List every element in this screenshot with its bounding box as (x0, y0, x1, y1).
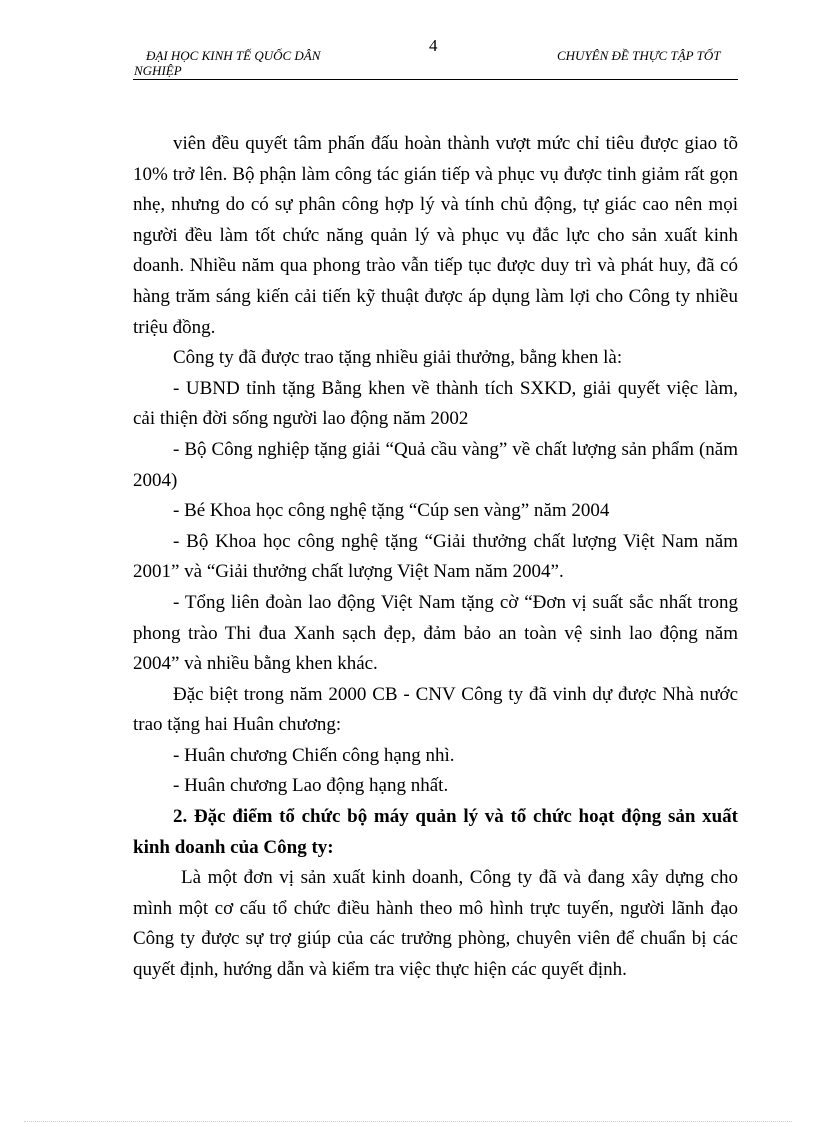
list-item: - UBND tỉnh tặng Bằng khen về thành tích SXKD, giải quyết việc làm, cải thiện đời sống người lao động năm 2002 (133, 377, 738, 430)
paragraph: viên đều quyết tâm phấn đấu hoàn thành vượt mức chỉ tiêu được giao tõ 10% trở lên. Bộ phận làm công tác gián tiếp và phục vụ được tinh giảm rất gọn nhẹ, nhưng do có sự phân công hợp lý và tính chủ động, tự giác cao nên mọi người đều làm tốt chức năng quản lý và phục vụ đắc lực cho sản xuất kinh doanh. Nhiều năm qua phong trào vẫn tiếp tục được duy trì và phát huy, đã có hàng trăm sáng kiến cải tiến kỹ thuật được áp dụng làm lợi cho Công ty nhiều triệu đồng. (133, 133, 738, 338)
header-university-line2: NGHIỆP (134, 63, 182, 78)
header-document-title: CHUYÊN ĐỀ THỰC TẬP TỐT (557, 48, 721, 63)
footer-divider (24, 1121, 792, 1122)
header-university-line1: ĐẠI HỌC KINH TẾ QUỐC DÂN (146, 48, 321, 63)
list-item: - Bộ Khoa học công nghệ tặng “Giải thưởng chất lượng Việt Nam năm 2001” và “Giải thưởng chất lượng Việt Nam năm 2004”. (133, 530, 738, 583)
list-item: - Tổng liên đoàn lao động Việt Nam tặng cờ “Đơn vị suất sắc nhất trong phong trào Thi đua Xanh sạch đẹp, đảm bảo an toàn vệ sinh lao động năm 2004” và nhiều bằng khen khác. (133, 591, 738, 675)
list-item: - Huân chương Chiến công hạng nhì. (173, 744, 455, 766)
paragraph: Công ty đã được trao tặng nhiều giải thưởng, bằng khen là: (173, 347, 623, 369)
list-item: - Huân chương Lao động hạng nhất. (173, 775, 449, 797)
section-heading: 2. Đặc điểm tổ chức bộ máy quản lý và tổ chức hoạt động sản xuất kinh doanh của Công ty: (133, 806, 738, 858)
list-item: - Bộ Công nghiệp tặng giải “Quả cầu vàng” về chất lượng sản phẩm (năm 2004) (133, 438, 738, 491)
page-number: 4 (429, 36, 438, 55)
document-body (133, 129, 738, 986)
paragraph: Đặc biệt trong năm 2000 CB - CNV Công ty đã vinh dự được Nhà nước trao tặng hai Huân chương: (133, 683, 738, 736)
header-university (134, 48, 321, 78)
header-divider (133, 79, 738, 80)
list-item: - Bé Khoa học công nghệ tặng “Cúp sen vàng” năm 2004 (173, 500, 610, 522)
paragraph: Là một đơn vị sản xuất kinh doanh, Công ty đã và đang xây dựng cho mình một cơ cấu tổ chức điều hành theo mô hình trực tuyến, người lãnh đạo Công ty được sự trợ giúp của các trưởng phòng, chuyên viên để chuẩn bị các quyết định, hướng dẫn và kiểm tra việc thực hiện các quyết định. (133, 867, 738, 981)
